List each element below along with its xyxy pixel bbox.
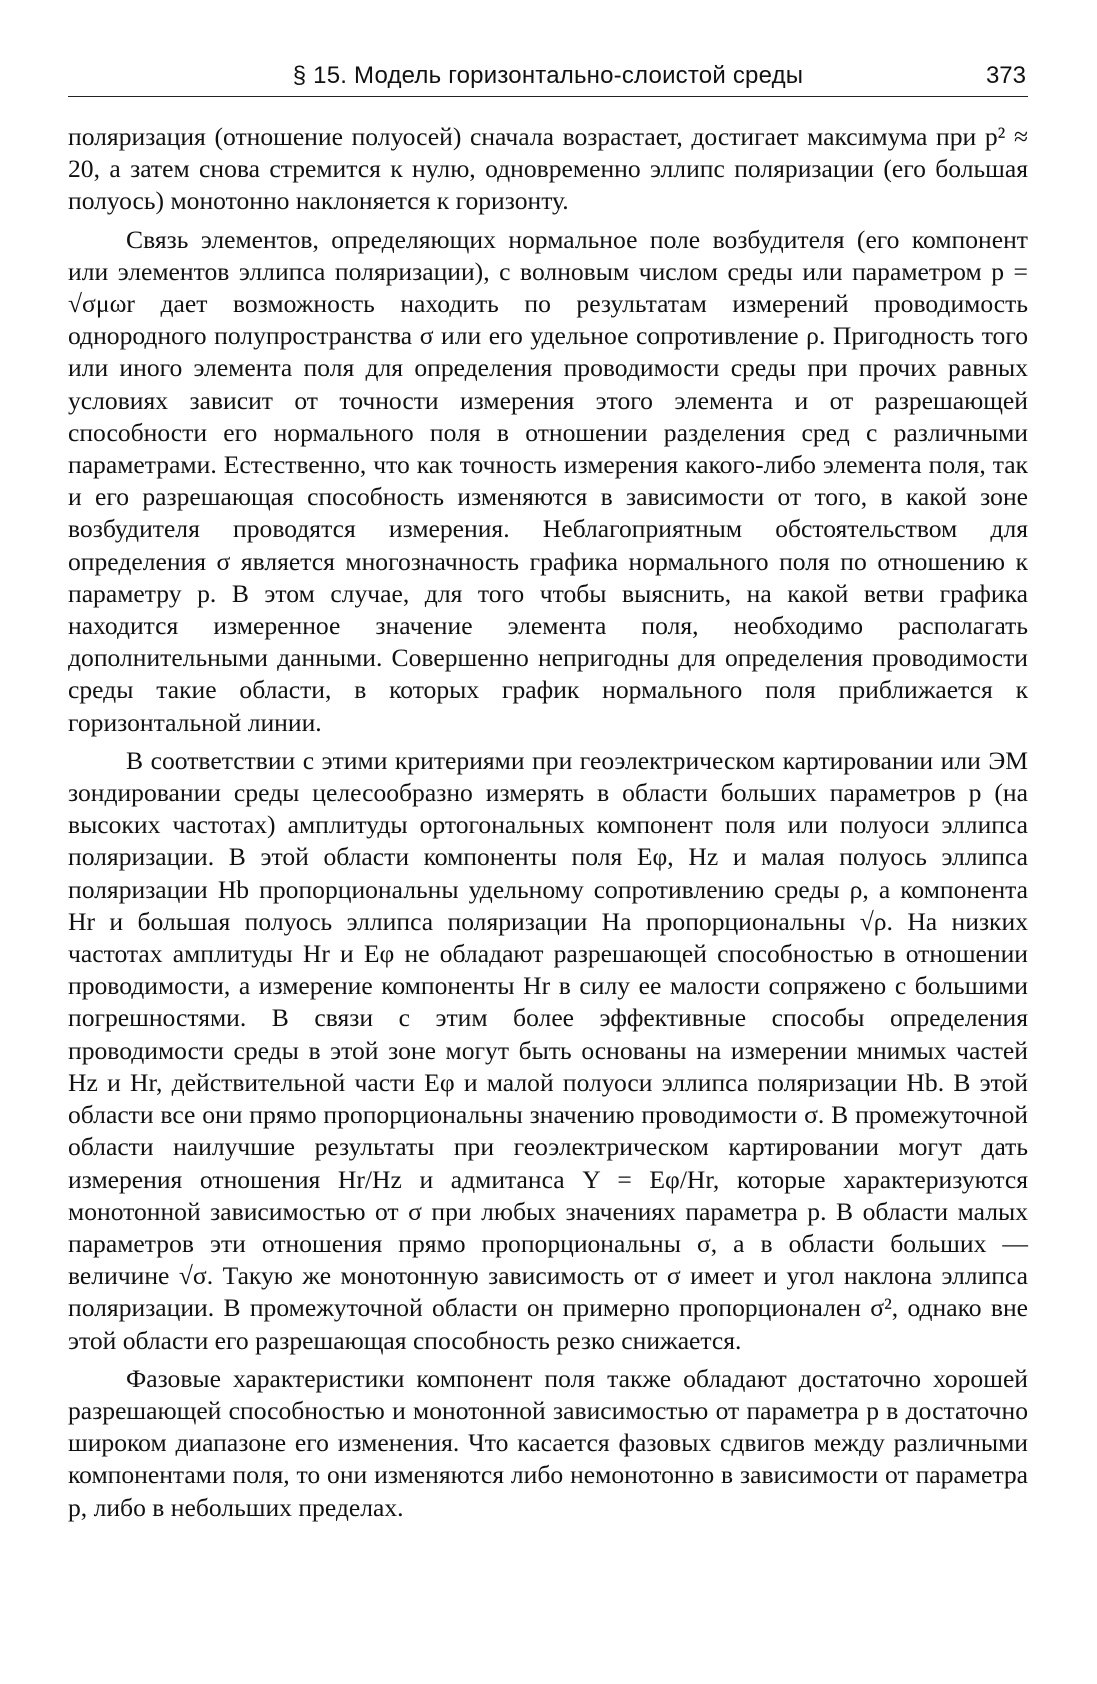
running-header [68, 58, 1028, 97]
paragraph-4: Фазовые характеристики компонент поля также обладают достаточно хорошей разрешающей способностью и монотонной зависимостью от параметра p в достаточно широком диапазоне его изменения. Что касается фазовых сдвигов между различными компонентами поля, то они изменяются либо немонотонно в зависимости от параметра p, либо в небольших пределах. [68, 1363, 1028, 1522]
paragraph-1: поляризация (отношение полуосей) сначала возрастает, достигает максимума при p² ≈ 20, а затем снова стремится к нулю, одновременно эллипс поляризации (его большая полуось) монотонно наклоняется к горизонту. [68, 122, 1028, 216]
page-number: 373 [985, 62, 1026, 89]
book-page [68, 58, 1028, 1524]
body-text [68, 121, 1028, 1524]
section-title: § 15. Модель горизонтально-слоистой среды [292, 62, 804, 89]
paragraph-3: В соответствии с этими критериями при геоэлектрическом картировании или ЭМ зондировании среды целесообразно измерять в области больших параметров p (на высоких частотах) амплитуды ортогональных компонент поля или полуоси эллипса поляризации. В этой области компоненты поля Eφ, Hz и малая полуось эллипса поляризации Hb пропорциональны удельному сопротивлению среды ρ, а компонента Hr и большая полуось эллипса поляризации Ha пропорциональны √ρ. На низких частотах амплитуды Hr и Eφ не обладают разрешающей способностью в отношении проводимости, а измерение компоненты Hr в силу ее малости сопряжено с большими погрешностями. В связи с этим более эффективные способы определения проводимости среды в этой зоне могут быть основаны на измерении мнимых частей Hz и Hr, действительной части Eφ и малой полуоси эллипса поляризации Hb. В этой области все они прямо пропорциональны значению проводимости σ. В промежуточной области наилучшие результаты при геоэлектрическом картировании могут дать измерения отношения Hr/Hz и адмитанса Y = Eφ/Hr, которые характеризуются монотонной зависимостью от σ при любых значениях параметра p. В области малых параметров эти отношения прямо пропорциональны σ, а в области больших — величине √σ. Такую же монотонную зависимость от σ имеет и угол наклона эллипса поляризации. В промежуточной области он примерно пропорционален σ², однако вне этой области его разрешающая способность резко снижается. [68, 745, 1028, 1355]
paragraph-2: Связь элементов, определяющих нормальное поле возбудителя (его компонент или элементов эллипса поляризации), с волновым числом среды или параметром p = √σμωr дает возможность находить по результатам измерений проводимость однородного полупространства σ или его удельное сопротивление ρ. Пригодность того или иного элемента поля для определения проводимости среды при прочих равных условиях зависит от точности измерения этого элемента и от разрешающей способности его нормального поля в отношении разделения сред с различными параметрами. Естественно, что как точность измерения какого-либо элемента поля, так и его разрешающая способность изменяются в зависимости от того, в какой зоне возбудителя проводятся измерения. Неблагоприятным обстоятельством для определения σ является многозначность графика нормального поля по отношению к параметру p. В этом случае, для того чтобы выяснить, на какой ветви графика находится измеренное значение элемента поля, необходимо располагать дополнительными данными. Совершенно непригодны для определения проводимости среды такие области, в которых график нормального поля приближается к горизонтальной линии. [68, 224, 1028, 737]
